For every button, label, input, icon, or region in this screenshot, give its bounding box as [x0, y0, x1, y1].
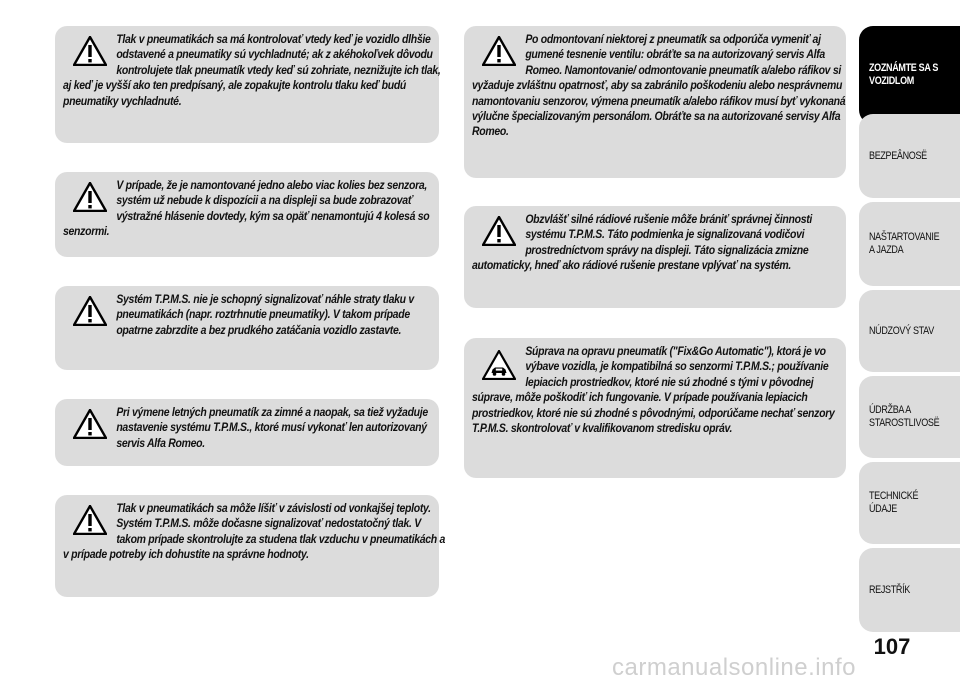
warning-note-4 — [55, 399, 439, 466]
tab-label: ÚDRŽBA A STAROSTLIVOSË — [869, 404, 940, 429]
note-text: Po odmontovaní niektorej z pneumatík sa odporúča vymeniť aj gumené tesnenie ventilu: obráťte sa na autorizovaný servis Alfa Romeo. Namontovanie/ odmontovanie pneumatík a/alebo ráfikov si vyžaduje zvláštnu opatrnosť, aby sa zabránilo poškodeniu alebo nesprávnemu namontovaniu senzorov, výmena pneumatík a/alebo ráfikov musí byť vykonaná výlučne špecializovaným personálom. Obráťte sa na autorizované servisy Alfa Romeo. — [472, 32, 846, 139]
tab-nastartovanie-a-jazda[interactable] — [859, 202, 960, 286]
warning-note-7 — [464, 206, 846, 308]
tab-label: NAŠTARTOVANIE A JAZDA — [869, 231, 940, 256]
note-text: Systém T.P.M.S. nie je schopný signalizovať náhle straty tlaku v pneumatikách (napr. roztrhnutie pneumatiky). V takom prípade opatrne zabrzdite a bez prudkého zatáčania vozidlo zastavte. — [116, 292, 414, 337]
page-number: 107 — [873, 634, 911, 659]
tab-bezpecnost[interactable] — [859, 114, 960, 198]
note-text: Obzvlášť silné rádiové rušenie môže brániť správnej činnosti systému T.P.M.S. Táto podmienka je signalizovaná vodičovi prostredníctvom správy na displeji. Táto signalizácia zmizne automaticky, hneď ako rádiové rušenie prestane vplývať na systém. — [472, 212, 813, 273]
note-text: Tlak v pneumatikách sa môže líšiť v závislosti od vonkajšej teploty. Systém T.P.M.S. môže dočasne signalizovať nedostatočný tlak. V takom prípade skontrolujte za studena tlak vzduchu v pneumatikách a v prípade potreby ich dohustite na správne hodnoty. — [63, 501, 446, 562]
note-text: Tlak v pneumatikách sa má kontrolovať vtedy keď je vozidlo dlhšie odstavené a pneumatiky sú vychladnuté; ak z akéhokoľvek dôvodu kontrolujete tlak pneumatík vtedy keď sú zohriate, neznižujte ich tlak, aj keď je vyšší ako ten predpísaný, ale zopakujte kontrolu tlaku keď budú pneumatiky vychladnuté. — [63, 32, 441, 108]
warning-note-3 — [55, 286, 439, 370]
car-note-8 — [464, 338, 846, 478]
tab-label: REJSTŘÍK — [869, 583, 910, 596]
note-text: Súprava na opravu pneumatík ("Fix&Go Automatic"), ktorá je vo výbave vozidla, je kompatibilná so senzormi T.P.M.S.; používanie lepiacich prostriedkov, ktoré nie sú zhodné s tými v pôvodnej súprave, môže poškodiť ich fungovanie. V prípade používania lepiacich prostriedkov, ktoré nie sú zhodné s pôvodnými, odporúčame nechať senzory T.P.M.S. skontrolovať v kvalifikovanom stredisku opráv. — [472, 344, 835, 436]
note-text: Pri výmene letných pneumatík za zimné a naopak, sa tiež vyžaduje nastavenie systému T.P.M.S., ktoré musí vykonať len autorizovaný servis Alfa Romeo. — [116, 405, 428, 450]
note-text: V prípade, že je namontované jedno alebo viac kolies bez senzora, systém už nebude k dispozícii a na displeji sa bude zobrazovať výstražné hlásenie dovtedy, kým sa opäť nenamontujú 4 kolesá so senzormi. — [63, 178, 430, 239]
warning-note-2 — [55, 172, 439, 257]
warning-note-1 — [55, 26, 439, 143]
tab-label: TECHNICKÉ ÚDAJE — [869, 490, 919, 515]
tab-udrzba-a-starostlivost[interactable] — [859, 376, 960, 458]
warning-note-6 — [464, 26, 846, 178]
tab-label: NÚDZOVÝ STAV — [869, 324, 934, 337]
tab-rejstrik[interactable] — [859, 548, 960, 632]
tab-zoznamte-sa-s-vozidlom[interactable] — [859, 26, 960, 124]
tab-technicke-udaje[interactable] — [859, 462, 960, 544]
warning-note-5 — [55, 495, 446, 597]
watermark: carmanualsonline.info — [612, 654, 856, 681]
tab-label: BEZPEÂNOSË — [869, 149, 927, 162]
tab-nudzovy-stav[interactable] — [859, 290, 960, 372]
tab-label: ZOZNÁMTE SA S VOZIDLOM — [869, 62, 939, 87]
